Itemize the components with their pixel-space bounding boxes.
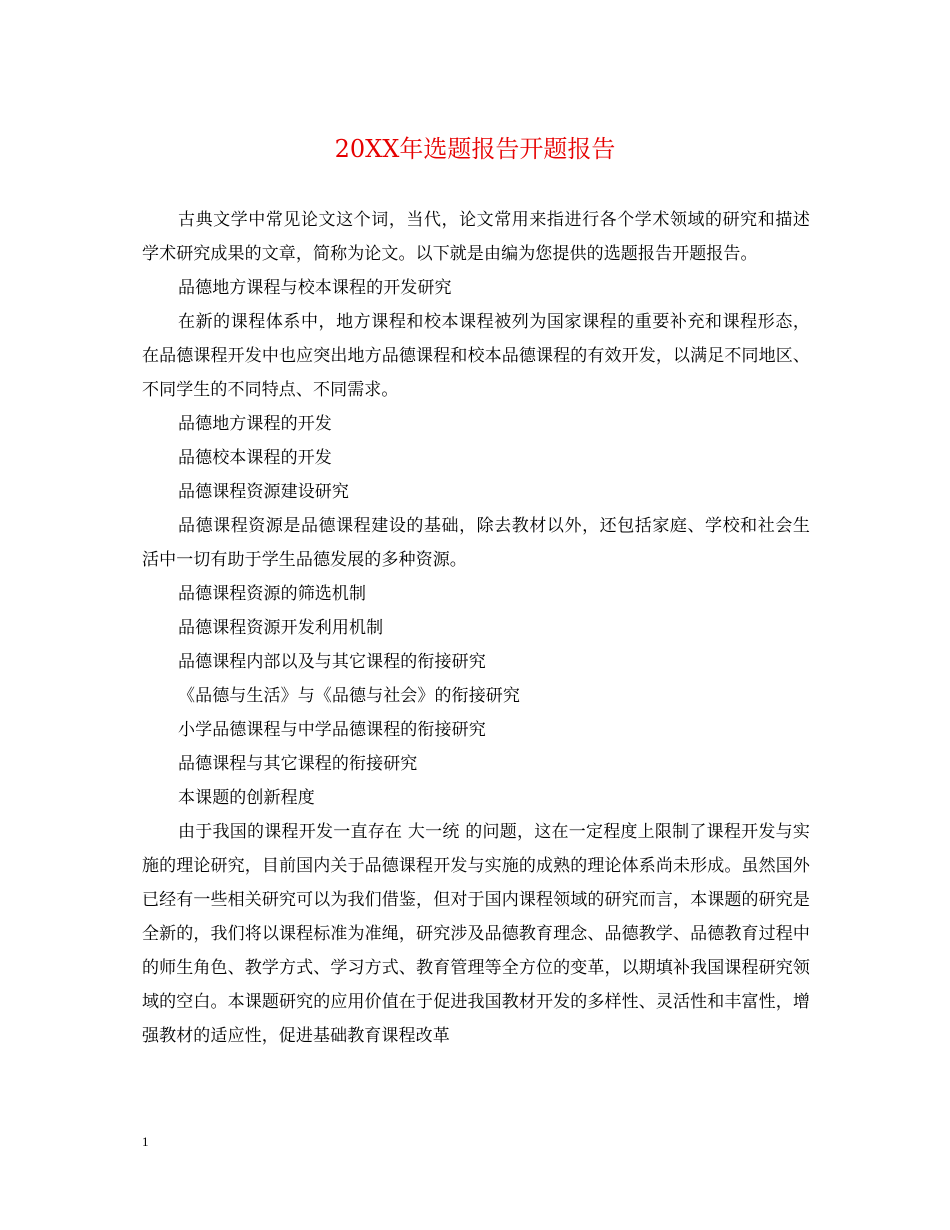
item-resource-screening: 品德课程资源的筛选机制 (178, 584, 367, 604)
paragraph-curriculum-system: 在新的课程体系中，地方课程和校本课程被列为国家课程的重要补充和课程形态，在品德课程开发中也应突出地方品德课程和校本品德课程的有效开发，以满足不同地区、不同学生的不同特点、不同需求。 (142, 312, 810, 400)
item-other-curriculum-connection: 品德课程与其它课程的衔接研究 (178, 754, 418, 774)
heading-local-school-curriculum: 品德地方课程与校本课程的开发研究 (178, 278, 452, 298)
item-school-curriculum: 品德校本课程的开发 (178, 448, 332, 468)
item-life-society-connection: 《品德与生活》与《品德与社会》的衔接研究 (178, 686, 520, 706)
heading-resource-building: 品德课程资源建设研究 (178, 482, 349, 502)
heading-innovation: 本课题的创新程度 (178, 788, 315, 808)
heading-curriculum-connection: 品德课程内部以及与其它课程的衔接研究 (178, 652, 486, 672)
item-resource-utilization: 品德课程资源开发利用机制 (178, 618, 384, 638)
paragraph-innovation: 由于我国的课程开发一直存在 大一统 的问题，这在一定程度上限制了课程开发与实施的理论研究，目前国内关于品德课程开发与实施的成熟的理论体系尚未形成。虽然国外已经有一些相关研究可以为我们借鉴，但对于国内课程领域的研究而言，本课题的研究是全新的，我们将以课程标准为准绳，研究涉及品德教育理念、品德教学、品德教育过程中的师生角色、教学方式、学习方式、教育管理等全方位的变革，以期填补我国课程研究领域的空白。本课题研究的应用价值在于促进我国教材开发的多样性、灵活性和丰富性，增强教材的适应性，促进基础教育课程改革 (142, 822, 810, 1046)
paragraph-intro: 古典文学中常见论文这个词，当代，论文常用来指进行各个学术领域的研究和描述学术研究成果的文章，简称为论文。以下就是由编为您提供的选题报告开题报告。 (142, 210, 810, 264)
document-title: 20XX年选题报告开题报告 (334, 135, 616, 163)
paragraph-resources: 品德课程资源是品德课程建设的基础，除去教材以外，还包括家庭、学校和社会生活中一切有助于学生品德发展的多种资源。 (142, 516, 810, 570)
document-body (142, 203, 810, 1053)
page-number: 1 (142, 1134, 149, 1149)
item-primary-secondary-connection: 小学品德课程与中学品德课程的衔接研究 (178, 720, 486, 740)
item-local-curriculum: 品德地方课程的开发 (178, 414, 332, 434)
